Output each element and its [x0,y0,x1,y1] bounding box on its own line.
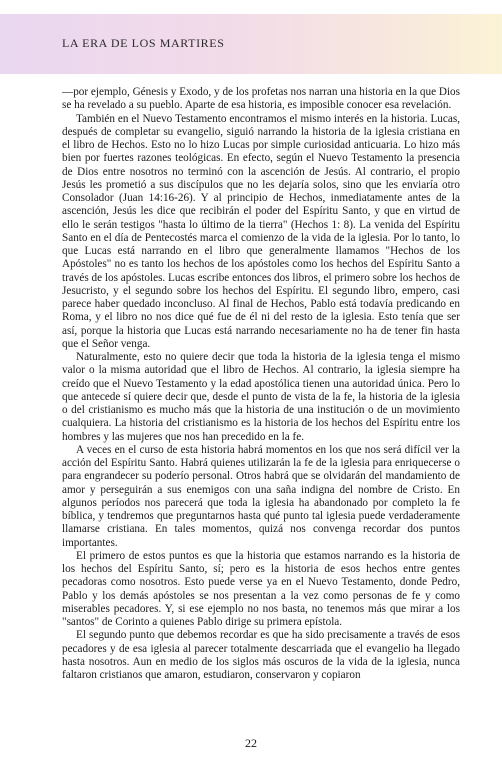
page-number: 22 [245,736,257,750]
paragraph: También en el Nuevo Testamento encontramos el mismo interés en la historia. Lucas, después de completar su evangelio, siguió narrando la historia de la iglesia cristiana en el libro de Hechos. Esto no lo hizo Lucas por simple curiosidad anticuaria. Lo hizo más bien por fuertes razones teológicas. En efecto, según el Nuevo Testamento la presencia de Dios entre nosotros no terminó con la ascención de Jesús. Al contrario, el propio Jesús les prometió a sus discípulos que no les dejaría solos, sino que les enviaría otro Consolador (Juan 14:16-26). Y al principio de Hechos, inmediatamente antes de la ascención, Jesús les dice que recibirán el poder del Espíritu Santo, y que en virtud de ello le serán testigos "hasta lo último de la tierra" (Hechos 1: 8). La venida del Espíritu Santo en el día de Pentecostés marca el comienzo de la vida de la iglesia. Por lo tanto, lo que Lucas está narrando en el libro que generalmente llamamos "Hechos de los Apóstoles" no es tanto los hechos de los apóstoles como los hechos del Espíritu Santo a través de los apóstoles. Lucas escribe entonces dos libros, el primero sobre los hechos de Jesucristo, y el segundo sobre los hechos del Espíritu. El segundo libro, empero, casi parece haber quedado inconcluso. Al final de Hechos, Pablo está todavía predicando en Roma, y el libro no nos dice qué fue de él ni del resto de la iglesia. Esto tenía que ser así, porque la historia que Lucas está narrando necesariamente no ha de tener fin hasta que el Señor venga. [62,112,460,350]
paragraph: A veces en el curso de esta historia habrá momentos en los que nos será difícil ver la acción del Espíritu Santo. Habrá quienes utilizarán la fe de la iglesia para enriquecerse o para engrandecer su poderío personal. Otros habrá que se olvidarán del mandamiento de amor y perseguirán a sus enemigos con una saña indigna del nombre de Cristo. En algunos períodos nos parecerá que toda la iglesia ha abandonado por completo la fe bíblica, y tendremos que preguntarnos hasta qué punto tal iglesia puede verdaderamente llamarse cristiana. En tales momentos, quizá nos convenga recordar dos puntos importantes. [62,443,460,549]
paragraph: —por ejemplo, Génesis y Exodo, y de los profetas nos narran una historia en la que Dios se ha revelado a su pueblo. Aparte de esa historia, es imposible conocer esa revelación. [62,86,460,112]
paragraph: Naturalmente, esto no quiere decir que toda la historia de la iglesia tenga el mismo valor o la misma autoridad que el libro de Hechos. Al contrario, la iglesia siempre ha creído que el Nuevo Testamento y la edad apostólica tienen una autoridad única. Pero lo que antecede sí quiere decir que, desde el punto de vista de la fe, la historia de la iglesia o del cristianismo es mucho más que la historia de una institución o de un movimiento cualquiera. La historia del cristianismo es la historia de los hechos del Espíritu entre los hombres y las mujeres que nos han precedido en la fe. [62,351,460,443]
body-text [62,86,460,682]
paragraph: El segundo punto que debemos recordar es que ha sido precisamente a través de esos pecadores y de esa iglesia al parecer totalmente descarriada que el evangelio ha llegado hasta nosotros. Aun en medio de los siglos más oscuros de la vida de la iglesia, nunca faltaron cristianos que amaron, estudiaron, conservaron y copiaron [62,629,460,681]
paragraph: El primero de estos puntos es que la historia que estamos narrando es la historia de los hechos del Espíritu Santo, sí; pero es la historia de esos hechos entre gentes pecadoras como nosotros. Esto puede verse ya en el Nuevo Testamento, donde Pedro, Pablo y los demás apóstoles se nos presentan a la vez como personas de fe y como miserables pecadores. Y, si ese ejemplo no nos basta, no tenemos más que mirar a los "santos" de Corinto a quienes Pablo dirige su primera epístola. [62,549,460,628]
running-title: LA ERA DE LOS MARTIRES [62,36,225,50]
